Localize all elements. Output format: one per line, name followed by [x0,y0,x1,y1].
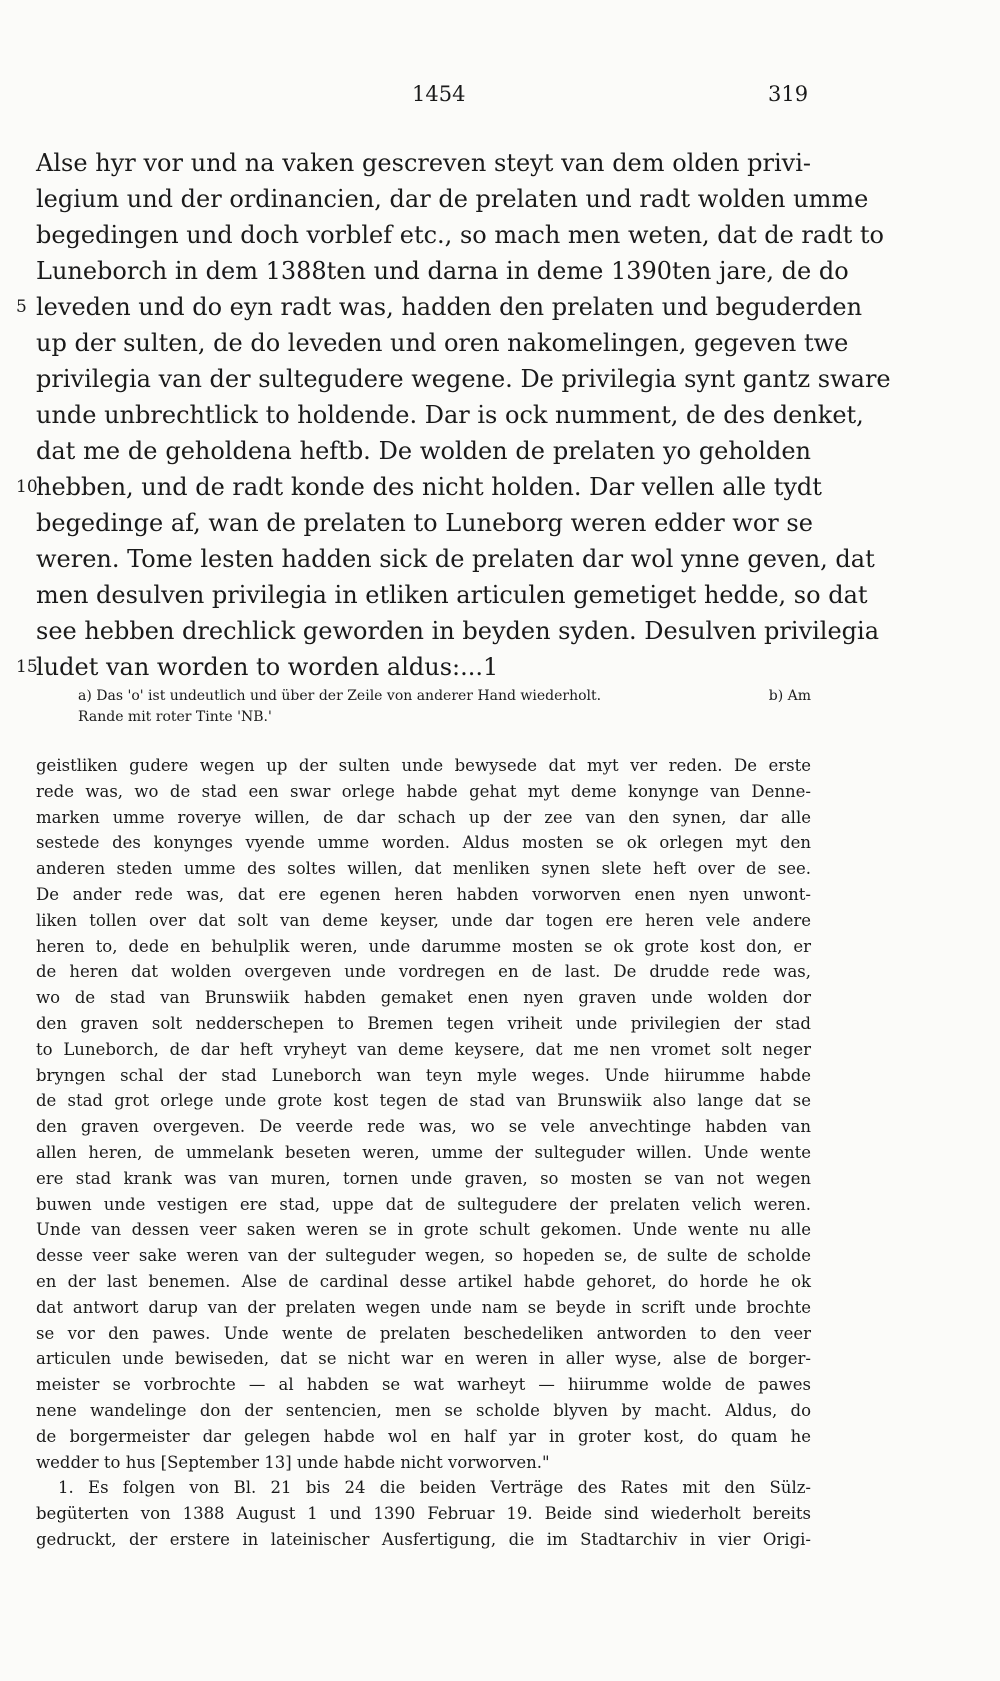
main-line-text: Luneborch in dem 1388ten und darna in deme 1390ten jare, de do [36,257,849,285]
footnote-text: b) Am [768,688,811,704]
main-line [16,289,863,325]
commentary-line: 1. Es folgen von Bl. 21 bis 24 die beiden Verträge des Rates mit den Sülz- [58,1478,811,1498]
page-year: 1454 [412,82,466,106]
commentary-line: buwen unde vestigen ere stad, uppe dat de sultegudere der prelaten velich weren. [36,1194,811,1214]
commentary-line: anderen steden umme des soltes willen, dat menliken synen slete heft over de see. [36,859,811,879]
main-line [36,397,864,433]
commentary-line: liken tollen over dat solt van deme keyser, unde dar togen ere heren vele andere [36,910,811,930]
commentary-line: de stad grot orlege unde grote kost tegen de stad van Brunswiik alsо lange dat se [36,1091,811,1111]
main-line [36,145,811,181]
main-line-text: privilegia van der sultegudere wegene. De privilegia synt gantz sware [36,365,891,393]
commentary-line: De ander rede was, dat ere egenen heren habden vorworven enen nyen unwont- [36,884,811,904]
footnote-line [78,686,811,707]
main-line-text: Alse hyr vor und na vaken gescreven steyt van dem olden privi- [36,149,811,177]
footnote-text: Rande mit roter Tinte 'NB.' [78,709,272,725]
main-line-text: unde unbrechtlick to holdende. Dar is ock numment, de des denket, [36,401,864,429]
commentary-line: den graven solt nedderschepen to Bremen tegen vriheit unde privilegien der stad [36,1013,811,1033]
commentary-line: geistliken gudere wegen up der sulten unde bewysede dat myt ver reden. De erste [36,756,811,775]
commentary-line: nene wandelinge don der sentencien, men se scholde blyven by macht. Aldus, do [36,1400,811,1420]
line-number: 5 [16,297,27,317]
footnote-line [78,707,811,728]
commentary-line: gedruckt, der erstere in lateinischer Ausfertigung, die im Stadtarchiv in vier Origi- [36,1529,811,1549]
commentary-line: de heren dat wolden overgeven unde vordregen en de last. De drudde rede was, [36,962,811,982]
commentary-line: wedder to hus [September 13] unde habde nicht vorworven." [36,1452,550,1472]
main-line-text: weren. Tome lesten hadden sick de prelaten dar wol ynne geven, dat [36,545,875,573]
main-line-text: begedingen und doch vorblef etc., so mach men weten, dat de radt to [36,221,884,249]
main-line [36,541,875,577]
main-line [36,253,849,289]
main-line [36,325,849,361]
page-number: 319 [768,82,809,106]
main-line [36,613,880,649]
commentary-line: wo de stad van Brunswiik habden gemaket enen nyen graven unde wolden dor [36,988,811,1008]
commentary-text [36,753,811,1553]
main-line-text: men desulven privilegia in etliken articulen gemetiget hedde, so dat [36,581,868,609]
line-number: 10 [16,477,38,497]
commentary-line: den graven overgeven. De veerde rede was, wo se vele anvechtinge habden van [36,1117,811,1137]
commentary-line: bryngen schal der stad Luneborch wan teyn myle weges. Unde hiirumme habde [36,1065,811,1085]
commentary-line: en der last benemen. Alse de cardinal desse artikel habde gehoret, do horde he ok [36,1271,811,1291]
main-line [36,217,884,253]
commentary-line: sestede des konynges vyende umme worden. Aldus mosten se ok orlegen myt den [36,833,811,853]
line-number: 15 [16,657,38,677]
main-line [36,181,869,217]
footnote-text: a) Das 'o' ist undeutlich und über der Zeile von anderer Hand wiederholt. [78,688,602,704]
commentary-line: se vor den pawes. Unde wente de prelaten beschedeliken antworden to den veer [36,1323,811,1343]
commentary-line: to Luneborch, de dar heft vryheyt van deme keysere, dat me nen vromet solt neger [36,1039,811,1059]
commentary-line: meister se vorbrochte — al habden se wat warheyt — hiirumme wolde de pawes [36,1375,811,1395]
commentary-line: Unde van dessen veer saken weren se in grote schult gekomen. Unde wente nu alle [36,1220,811,1240]
main-line-text: see hebben drechlick geworden in beyden syden. Desulven privilegia [36,617,880,645]
commentary-line: de borgermeister dar gelegen habde wol en half yar in groter kost, do quam he [36,1426,811,1446]
commentary-line: ere stad krank was van muren, tornen unde graven, so mosten se van not wegen [36,1168,811,1188]
main-line [36,361,891,397]
footnotes [78,686,811,728]
main-line [36,577,868,613]
main-line-text: begedinge af, wan de prelaten to Luneborg weren edder wor se [36,509,813,537]
main-line-text: ludet van worden to worden aldus:...1 [36,653,499,681]
main-line [16,649,811,685]
main-line-text: leveden und do eyn radt was, hadden den prelaten und beguderden [36,293,863,321]
commentary-line: dat antwort darup van der prelaten wegen unde nam se beyde in scrift unde brochte [36,1297,811,1317]
commentary-line: desse veer sake weren van der sulteguder wegen, so hopeden se, de sulte de scholde [36,1246,811,1266]
commentary-line: articulen unde bewiseden, dat se nicht war en weren in aller wyse, alse de borger- [36,1349,811,1369]
main-text [16,145,891,685]
main-line-text: legium und der ordinancien, dar de prelaten und radt wolden umme [36,185,869,213]
main-line-text: dat me de geholdena heftb. De wolden de prelaten yo geholden [36,437,811,465]
main-line [36,505,811,541]
commentary-line: allen heren, de ummelank beseten weren, umme der sultegudеr willen. Unde wente [36,1142,811,1162]
main-line [16,469,822,505]
commentary-line: rede was, wo de stad een swar orlege habde gehat myt deme konynge van Denne- [36,781,811,801]
main-line-text: hebben, und de radt konde des nicht holden. Dar vellen alle tydt [36,473,822,501]
commentary-line: begüterten von 1388 August 1 und 1390 Februar 19. Beide sind wiederholt bereits [36,1504,811,1524]
commentary-line: marken umme roverye willen, de dar schach up der zee van den synen, dar alle [36,807,811,827]
commentary-line: heren to, dede en behulplik weren, unde darumme mosten se ok grote kost don, er [36,936,811,956]
main-line [36,433,811,469]
main-line-text: up der sulten, de do leveden und oren nakomelingen, gegeven twe [36,329,849,357]
